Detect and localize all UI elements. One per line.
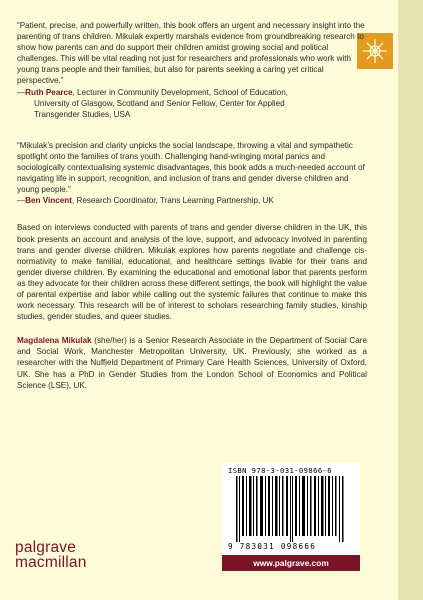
endorsement-2-attribution	[17, 195, 367, 206]
endorsement-1-quote: “Patient, precise, and powerfully written, this book offers an urgent and necessary insight into the parenting of trans children. Mikulak expertly marshals evidence from groundbreaking research to show how parents can and do support their children amidst growing social and political challenges. This will be vital reading not just for researchers and professionals who work with young trans people and their families, but also for parents seeking a caring yet critical perspective.”	[17, 21, 365, 86]
book-description: Based on interviews conducted with parents of trans and gender diverse children in the UK, this book presents an account and analysis of the love, support, and advocacy involved in parenting trans and gender diverse children. Mikulak explores how parents negotiate and challenge cis-normativity to make familial, educational, and healthcare settings livable for their trans and gender diverse children. By examining the educational and emotional labor that parents perform as they advocate for their children across these different settings, the book will highlight the value of parental expertise and labor while calling out the systemic failures that continue to make this work necessary. This research will be of interest to scholars researching family studies, kinship studies, gender studies, and queer studies.	[17, 223, 367, 322]
back-cover-text	[17, 20, 367, 391]
barcode-bars	[236, 476, 346, 542]
endorser-role: , Lecturer in Community Development, School of Education,	[72, 87, 288, 97]
endorsement-2-quote: “Mikulak’s precision and clarity unpicks the social landscape, throwing a vital and sympathetic spotlight onto the families of trans youth. Challenging hand-wringing moral panics and sociologically contextualising systemic disadvantages, this book adds a much-needed account of navigating life in support, recognition, and inclusion of trans and gender diverse children and young people.”	[17, 140, 365, 195]
dash: —	[17, 196, 26, 206]
endorsement-2	[17, 140, 367, 207]
endorser-role-line2: University of Glasgow, Scotland and Senior Fellow, Center for Applied	[34, 98, 285, 108]
barcode	[222, 463, 360, 555]
author-bio	[17, 335, 367, 390]
logo-line-2: macmillan	[15, 554, 87, 571]
endorser-role-line3: Transgender Studies, USA	[34, 109, 131, 119]
author-bio-text: (she/her) is a Senior Research Associate in the Department of Social Care and Social Work, Manchester Metropolitan University, UK. Previously, she worked as a researcher with the Nuffield Department of Primary Care Health Sciences, University of Oxford, UK. She has a PhD in Gender Studies from the London School of Economics and Political Science (LSE), UK.	[17, 336, 367, 390]
logo-line-1: palgrave	[15, 539, 77, 556]
isbn-label: ISBN 978-3-031-09866-6	[228, 466, 332, 475]
publisher-logo	[15, 540, 87, 571]
barcode-digits: 9 783031 098666	[228, 542, 317, 551]
spine-strip	[398, 0, 423, 600]
endorser-role: , Research Coordinator, Trans Learning Partnership, UK	[71, 196, 274, 206]
endorser-name: Ruth Pearce	[25, 87, 73, 97]
dash: —	[17, 87, 26, 97]
endorser-name: Ben Vincent	[25, 196, 72, 206]
publisher-url[interactable]: www.palgrave.com	[222, 555, 360, 571]
endorsement-1-attribution	[17, 87, 367, 120]
author-name: Magdalena Mikulak	[17, 336, 92, 346]
endorsement-1	[17, 20, 367, 120]
